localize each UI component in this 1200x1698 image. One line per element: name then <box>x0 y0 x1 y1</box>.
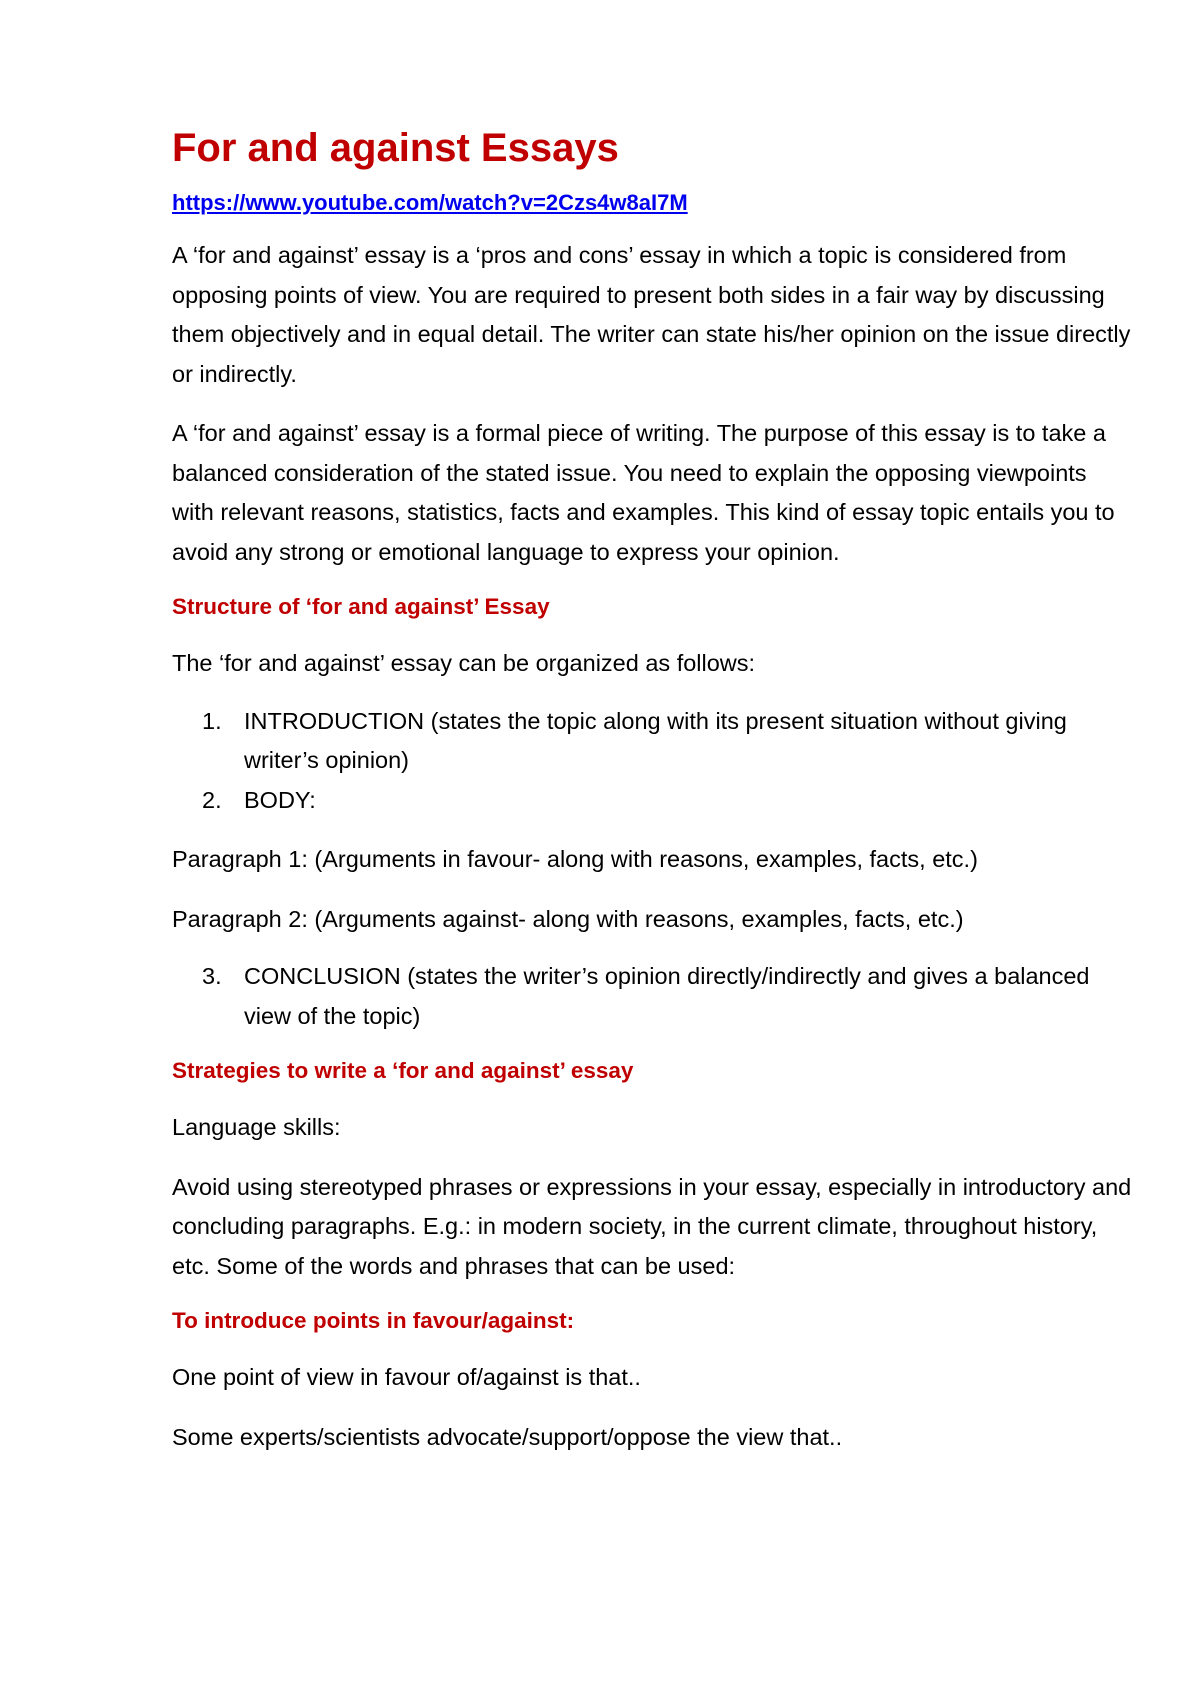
body-paragraph-1: Paragraph 1: (Arguments in favour- along with reasons, examples, facts, etc.) <box>172 846 978 872</box>
youtube-link[interactable]: https://www.youtube.com/watch?v=2Czs4w8aI7M <box>172 190 688 215</box>
body-paragraph-2: Paragraph 2: (Arguments against- along with reasons, examples, facts, etc.) <box>172 905 964 932</box>
structure-list-continued <box>172 957 1132 1036</box>
structure-heading: Structure of ‘for and against’ Essay <box>172 594 550 619</box>
introduce-points-heading: To introduce points in favour/against: <box>172 1308 575 1333</box>
list-item-text: BODY: <box>244 786 316 813</box>
list-item-text: INTRODUCTION (states the topic along with its present situation without giving writer’s opinion) <box>244 707 1067 773</box>
list-item-introduction <box>172 702 1132 781</box>
page-title: For and against Essays <box>172 126 619 170</box>
intro-paragraph-2: A ‘for and against’ essay is a formal piece of writing. The purpose of this essay is to take a balanced consideration of the stated issue. You need to explain the opposing viewpoints with relevant reasons, statistics, facts and examples. This kind of essay topic entails you to avoid any strong or emotional language to express your opinion. <box>172 420 1115 565</box>
avoid-paragraph: Avoid using stereotyped phrases or expressions in your essay, especially in introductory and concluding paragraphs. E.g.: in modern society, in the current climate, throughout history, etc. Some of the words and phrases that can be used: <box>172 1173 1132 1279</box>
list-number: 2. <box>202 786 222 813</box>
strategies-heading: Strategies to write a ‘for and against’ essay <box>172 1058 634 1083</box>
structure-list <box>172 702 1132 821</box>
example-line-2: Some experts/scientists advocate/support/oppose the view that.. <box>172 1423 843 1450</box>
intro-paragraph-1: A ‘for and against’ essay is a ‘pros and cons’ essay in which a topic is considered from opposing points of view. You are required to present both sides in a fair way by discussing them objectively and in equal detail. The writer can state his/her opinion on the issue directly or indirectly. <box>172 242 1131 387</box>
list-number: 3. <box>202 963 222 989</box>
list-item-body <box>172 781 1132 821</box>
example-line-1: One point of view in favour of/against is that.. <box>172 1364 641 1390</box>
structure-intro: The ‘for and against’ essay can be organized as follows: <box>172 650 756 676</box>
language-skills-label: Language skills: <box>172 1114 341 1140</box>
list-number: 1. <box>202 707 222 734</box>
list-item-conclusion <box>172 957 1132 1036</box>
list-item-text: CONCLUSION (states the writer’s opinion directly/indirectly and gives a balanced view of the topic) <box>244 963 1090 1029</box>
document-content <box>172 120 1132 1457</box>
